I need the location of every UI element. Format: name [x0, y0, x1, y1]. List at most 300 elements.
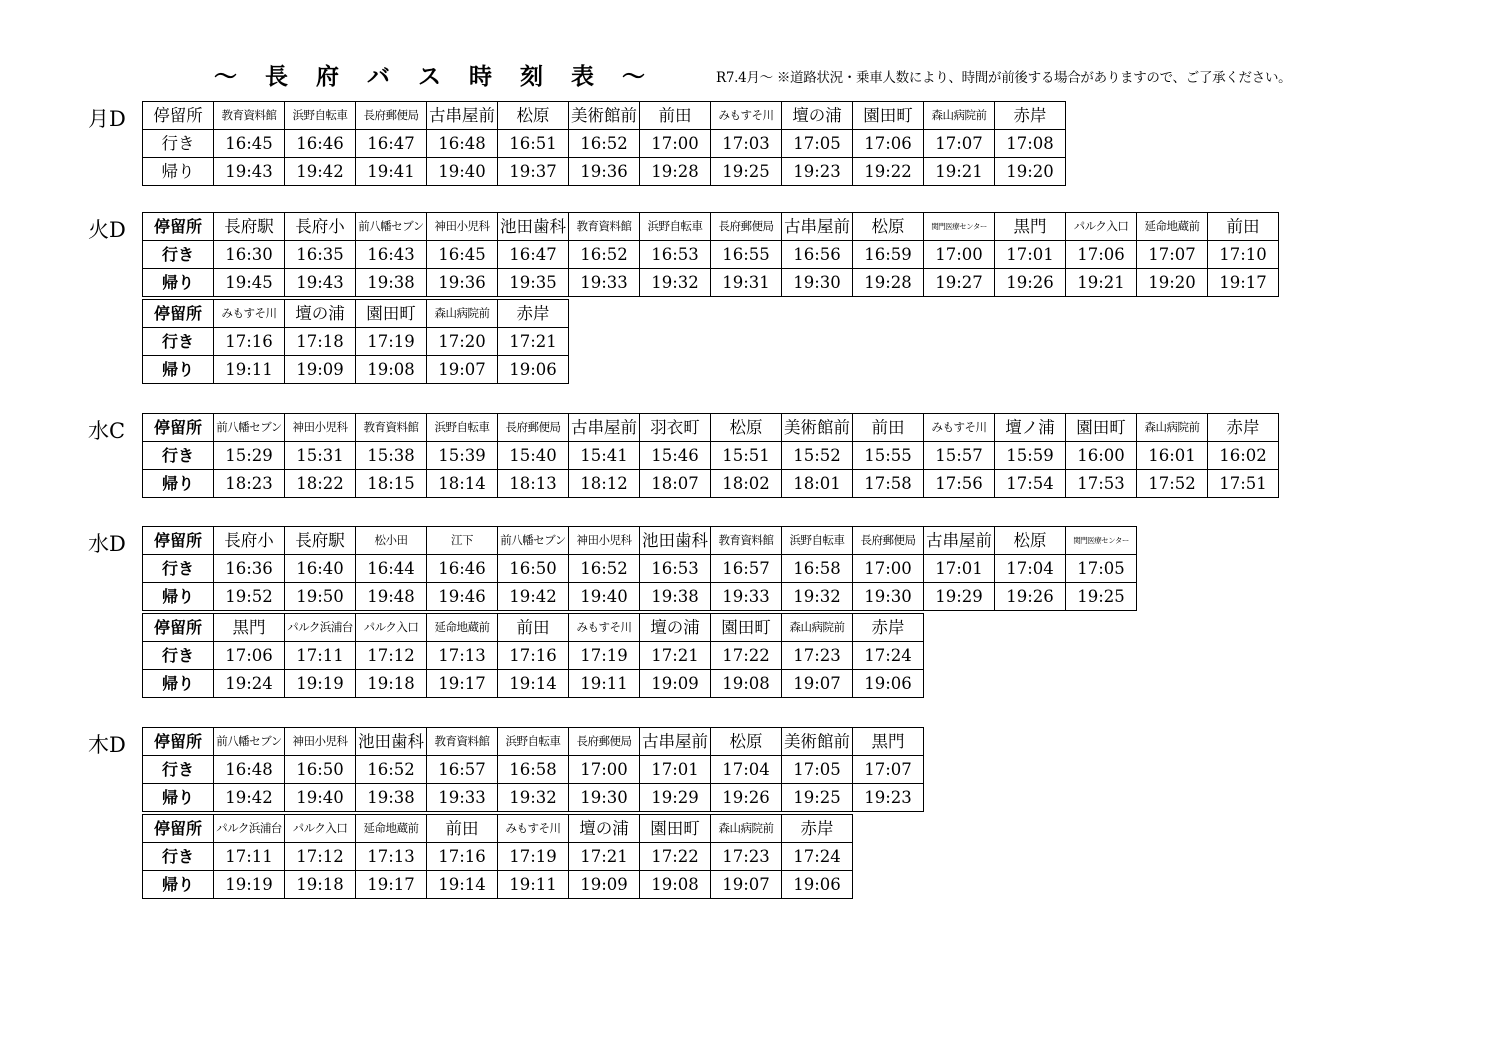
stops-row-header: 停留所	[143, 527, 214, 555]
return-time-cell: 19:43	[214, 158, 285, 186]
outbound-time-cell: 16:36	[214, 555, 285, 583]
return-time-cell: 19:14	[427, 871, 498, 899]
return-time-cell: 19:07	[427, 356, 498, 384]
outbound-time-cell: 16:44	[356, 555, 427, 583]
return-row	[143, 158, 1066, 186]
outbound-time-cell: 16:48	[214, 756, 285, 784]
outbound-time-cell: 17:16	[214, 328, 285, 356]
return-time-cell: 19:17	[356, 871, 427, 899]
return-time-cell: 19:36	[569, 158, 640, 186]
return-time-cell: 19:30	[853, 583, 924, 611]
return-time-cell: 19:38	[640, 583, 711, 611]
return-row	[143, 670, 924, 698]
stop-name-cell: 神田小児科	[285, 414, 356, 442]
stop-name-cell: 赤岸	[1208, 414, 1279, 442]
stop-name-cell: 池田歯科	[640, 527, 711, 555]
return-time-cell: 19:33	[711, 583, 782, 611]
outbound-time-cell: 16:30	[214, 241, 285, 269]
outbound-time-cell: 17:16	[498, 642, 569, 670]
outbound-time-cell: 17:00	[640, 130, 711, 158]
stop-name-cell: 長府郵便局	[356, 102, 427, 130]
outbound-time-cell: 16:00	[1066, 442, 1137, 470]
outbound-time-cell: 16:56	[782, 241, 853, 269]
stop-name-cell: 神田小児科	[427, 213, 498, 241]
outbound-time-cell: 17:12	[285, 843, 356, 871]
stop-name-cell: 神田小児科	[285, 728, 356, 756]
return-time-cell: 18:13	[498, 470, 569, 498]
stop-name-cell: 松原	[853, 213, 924, 241]
stop-name-cell: 前田	[498, 614, 569, 642]
stop-name-cell: 古串屋前	[427, 102, 498, 130]
return-time-cell: 19:38	[356, 269, 427, 297]
return-time-cell: 19:11	[214, 356, 285, 384]
return-time-cell: 19:09	[285, 356, 356, 384]
stop-name-cell: 壇の浦	[640, 614, 711, 642]
stops-row-header: 停留所	[143, 728, 214, 756]
return-time-cell: 19:38	[356, 784, 427, 812]
stop-name-cell: 教育資料館	[711, 527, 782, 555]
return-time-cell: 19:11	[569, 670, 640, 698]
stop-name-cell: 前八幡セブン	[214, 728, 285, 756]
stop-name-cell: 森山病院前	[924, 102, 995, 130]
stops-row-header: 停留所	[143, 815, 214, 843]
outbound-row-header: 行き	[143, 756, 214, 784]
outbound-time-cell: 17:16	[427, 843, 498, 871]
stop-name-cell: 黒門	[995, 213, 1066, 241]
route-label: 水C	[88, 419, 126, 443]
timetable-block	[142, 101, 1066, 186]
outbound-time-cell: 17:05	[1066, 555, 1137, 583]
stop-name-cell: 園田町	[356, 300, 427, 328]
timetable-block	[142, 413, 1279, 498]
outbound-row	[143, 442, 1279, 470]
return-time-cell: 19:52	[214, 583, 285, 611]
outbound-time-cell: 15:59	[995, 442, 1066, 470]
return-time-cell: 19:32	[498, 784, 569, 812]
stop-name-cell: 松原	[711, 728, 782, 756]
stops-row	[143, 527, 1137, 555]
stop-name-cell: 関門医療センター	[1066, 527, 1137, 555]
return-row	[143, 583, 1137, 611]
return-time-cell: 19:42	[285, 158, 356, 186]
timetable-block	[142, 526, 1137, 611]
page-title: ～ 長 府 バ ス 時 刻 表 ～	[214, 63, 656, 90]
return-time-cell: 19:28	[853, 269, 924, 297]
outbound-time-cell: 16:53	[640, 555, 711, 583]
stop-name-cell: 教育資料館	[214, 102, 285, 130]
outbound-time-cell: 17:23	[782, 642, 853, 670]
stop-name-cell: 赤岸	[995, 102, 1066, 130]
stop-name-cell: 長府郵便局	[711, 213, 782, 241]
stop-name-cell: 森山病院前	[427, 300, 498, 328]
outbound-time-cell: 17:19	[498, 843, 569, 871]
return-time-cell: 19:18	[285, 871, 356, 899]
outbound-time-cell: 16:52	[569, 241, 640, 269]
stops-row	[143, 815, 853, 843]
return-time-cell: 19:21	[1066, 269, 1137, 297]
outbound-time-cell: 17:13	[356, 843, 427, 871]
stop-name-cell: 延命地蔵前	[427, 614, 498, 642]
return-time-cell: 19:26	[995, 269, 1066, 297]
return-time-cell: 19:27	[924, 269, 995, 297]
stop-name-cell: みもすそ川	[569, 614, 640, 642]
stop-name-cell: 長府郵便局	[569, 728, 640, 756]
outbound-time-cell: 16:52	[356, 756, 427, 784]
return-time-cell: 17:54	[995, 470, 1066, 498]
outbound-row-header: 行き	[143, 328, 214, 356]
outbound-time-cell: 15:29	[214, 442, 285, 470]
return-time-cell: 19:06	[782, 871, 853, 899]
return-time-cell: 19:17	[427, 670, 498, 698]
stop-name-cell: 延命地蔵前	[1137, 213, 1208, 241]
outbound-time-cell: 16:57	[427, 756, 498, 784]
outbound-row	[143, 241, 1279, 269]
outbound-time-cell: 17:11	[285, 642, 356, 670]
route-label: 火D	[88, 218, 126, 242]
outbound-time-cell: 17:05	[782, 756, 853, 784]
return-time-cell: 19:06	[498, 356, 569, 384]
return-time-cell: 19:40	[285, 784, 356, 812]
stop-name-cell: 美術館前	[782, 728, 853, 756]
timetable-block	[142, 299, 569, 384]
stop-name-cell: 長府駅	[214, 213, 285, 241]
stop-name-cell: 古串屋前	[782, 213, 853, 241]
outbound-time-cell: 17:01	[995, 241, 1066, 269]
stop-name-cell: パルク浜浦台	[214, 815, 285, 843]
return-time-cell: 19:28	[640, 158, 711, 186]
stop-name-cell: 浜野自転車	[782, 527, 853, 555]
return-time-cell: 19:19	[214, 871, 285, 899]
stop-name-cell: 前田	[427, 815, 498, 843]
stops-row-header: 停留所	[143, 102, 214, 130]
outbound-time-cell: 17:07	[924, 130, 995, 158]
stop-name-cell: 古串屋前	[569, 414, 640, 442]
outbound-row	[143, 843, 853, 871]
stop-name-cell: 赤岸	[498, 300, 569, 328]
return-row-header: 帰り	[143, 784, 214, 812]
return-time-cell: 19:11	[498, 871, 569, 899]
stop-name-cell: 壇の浦	[569, 815, 640, 843]
return-time-cell: 19:20	[1137, 269, 1208, 297]
outbound-time-cell: 17:05	[782, 130, 853, 158]
outbound-row	[143, 642, 924, 670]
return-time-cell: 19:50	[285, 583, 356, 611]
return-time-cell: 19:23	[782, 158, 853, 186]
outbound-time-cell: 16:01	[1137, 442, 1208, 470]
return-time-cell: 18:12	[569, 470, 640, 498]
return-time-cell: 19:18	[356, 670, 427, 698]
return-time-cell: 19:46	[427, 583, 498, 611]
return-time-cell: 19:23	[853, 784, 924, 812]
outbound-row-header: 行き	[143, 843, 214, 871]
return-time-cell: 18:07	[640, 470, 711, 498]
stop-name-cell: 長府駅	[285, 527, 356, 555]
return-time-cell: 19:24	[214, 670, 285, 698]
outbound-time-cell: 16:46	[285, 130, 356, 158]
outbound-time-cell: 16:55	[711, 241, 782, 269]
outbound-time-cell: 17:24	[853, 642, 924, 670]
stop-name-cell: 園田町	[640, 815, 711, 843]
stop-name-cell: 浜野自転車	[427, 414, 498, 442]
outbound-time-cell: 17:21	[498, 328, 569, 356]
return-time-cell: 19:32	[782, 583, 853, 611]
outbound-time-cell: 17:00	[569, 756, 640, 784]
outbound-time-cell: 17:13	[427, 642, 498, 670]
return-row-header: 帰り	[143, 269, 214, 297]
timetable-block	[142, 814, 853, 899]
return-time-cell: 17:52	[1137, 470, 1208, 498]
return-time-cell: 19:40	[427, 158, 498, 186]
return-time-cell: 18:22	[285, 470, 356, 498]
stop-name-cell: 教育資料館	[356, 414, 427, 442]
stop-name-cell: 美術館前	[569, 102, 640, 130]
stop-name-cell: 関門医療センター	[924, 213, 995, 241]
outbound-time-cell: 17:19	[356, 328, 427, 356]
return-time-cell: 19:25	[782, 784, 853, 812]
outbound-row-header: 行き	[143, 241, 214, 269]
return-time-cell: 19:30	[782, 269, 853, 297]
outbound-time-cell: 17:22	[711, 642, 782, 670]
outbound-time-cell: 15:31	[285, 442, 356, 470]
outbound-time-cell: 17:06	[1066, 241, 1137, 269]
return-time-cell: 19:29	[640, 784, 711, 812]
outbound-row-header: 行き	[143, 130, 214, 158]
outbound-time-cell: 15:40	[498, 442, 569, 470]
outbound-row-header: 行き	[143, 642, 214, 670]
return-time-cell: 19:48	[356, 583, 427, 611]
stop-name-cell: 赤岸	[782, 815, 853, 843]
stop-name-cell: パルク入口	[285, 815, 356, 843]
outbound-time-cell: 17:21	[640, 642, 711, 670]
stop-name-cell: 美術館前	[782, 414, 853, 442]
outbound-time-cell: 16:47	[356, 130, 427, 158]
stop-name-cell: 長府郵便局	[853, 527, 924, 555]
return-time-cell: 19:19	[285, 670, 356, 698]
return-time-cell: 19:42	[214, 784, 285, 812]
stop-name-cell: 教育資料館	[427, 728, 498, 756]
outbound-time-cell: 15:39	[427, 442, 498, 470]
outbound-time-cell: 17:07	[1137, 241, 1208, 269]
stop-name-cell: パルク入口	[1066, 213, 1137, 241]
outbound-time-cell: 16:47	[498, 241, 569, 269]
stop-name-cell: 森山病院前	[1137, 414, 1208, 442]
return-time-cell: 19:31	[711, 269, 782, 297]
outbound-time-cell: 16:40	[285, 555, 356, 583]
outbound-row	[143, 130, 1066, 158]
outbound-time-cell: 16:43	[356, 241, 427, 269]
return-time-cell: 18:15	[356, 470, 427, 498]
stops-row	[143, 728, 924, 756]
outbound-row	[143, 756, 924, 784]
return-time-cell: 19:25	[1066, 583, 1137, 611]
stop-name-cell: 前田	[640, 102, 711, 130]
outbound-time-cell: 16:53	[640, 241, 711, 269]
return-time-cell: 19:08	[356, 356, 427, 384]
outbound-time-cell: 17:00	[853, 555, 924, 583]
return-time-cell: 19:25	[711, 158, 782, 186]
route-label: 月D	[88, 107, 126, 131]
outbound-time-cell: 17:11	[214, 843, 285, 871]
outbound-time-cell: 15:41	[569, 442, 640, 470]
outbound-time-cell: 16:46	[427, 555, 498, 583]
outbound-time-cell: 17:01	[924, 555, 995, 583]
return-time-cell: 19:30	[569, 784, 640, 812]
stop-name-cell: みもすそ川	[711, 102, 782, 130]
return-time-cell: 19:07	[711, 871, 782, 899]
outbound-time-cell: 17:22	[640, 843, 711, 871]
stop-name-cell: 浜野自転車	[285, 102, 356, 130]
return-row-header: 帰り	[143, 871, 214, 899]
stop-name-cell: 長府小	[285, 213, 356, 241]
return-time-cell: 19:08	[711, 670, 782, 698]
stop-name-cell: 長府小	[214, 527, 285, 555]
return-row	[143, 356, 569, 384]
outbound-time-cell: 17:08	[995, 130, 1066, 158]
return-time-cell: 19:29	[924, 583, 995, 611]
return-time-cell: 19:14	[498, 670, 569, 698]
stop-name-cell: 黒門	[214, 614, 285, 642]
stop-name-cell: 前田	[1208, 213, 1279, 241]
return-time-cell: 19:17	[1208, 269, 1279, 297]
return-time-cell: 19:20	[995, 158, 1066, 186]
outbound-time-cell: 15:38	[356, 442, 427, 470]
outbound-time-cell: 16:35	[285, 241, 356, 269]
stop-name-cell: 松原	[995, 527, 1066, 555]
return-row-header: 帰り	[143, 470, 214, 498]
stop-name-cell: 前八幡セブン	[356, 213, 427, 241]
timetable-block	[142, 727, 924, 812]
return-time-cell: 19:26	[995, 583, 1066, 611]
return-time-cell: 19:33	[427, 784, 498, 812]
stop-name-cell: 松原	[711, 414, 782, 442]
outbound-row-header: 行き	[143, 555, 214, 583]
stop-name-cell: 壇ノ浦	[995, 414, 1066, 442]
notice-text: R7.4月～ ※道路状況・乗車人数により、時間が前後する場合がありますので、ご了承ください。	[716, 70, 1292, 86]
stops-row	[143, 300, 569, 328]
stops-row	[143, 414, 1279, 442]
return-time-cell: 18:01	[782, 470, 853, 498]
return-time-cell: 17:51	[1208, 470, 1279, 498]
outbound-time-cell: 17:03	[711, 130, 782, 158]
route-label: 水D	[88, 532, 126, 556]
return-row	[143, 871, 853, 899]
outbound-time-cell: 17:18	[285, 328, 356, 356]
stop-name-cell: 神田小児科	[569, 527, 640, 555]
route-label: 木D	[88, 733, 126, 757]
outbound-time-cell: 15:55	[853, 442, 924, 470]
stop-name-cell: 池田歯科	[356, 728, 427, 756]
outbound-time-cell: 16:45	[427, 241, 498, 269]
stop-name-cell: パルク入口	[356, 614, 427, 642]
outbound-time-cell: 16:48	[427, 130, 498, 158]
stops-row-header: 停留所	[143, 414, 214, 442]
stop-name-cell: 園田町	[853, 102, 924, 130]
outbound-time-cell: 17:19	[569, 642, 640, 670]
stop-name-cell: 池田歯科	[498, 213, 569, 241]
return-row	[143, 470, 1279, 498]
outbound-time-cell: 16:50	[285, 756, 356, 784]
return-time-cell: 19:41	[356, 158, 427, 186]
return-time-cell: 17:56	[924, 470, 995, 498]
timetable-block	[142, 613, 924, 698]
stop-name-cell: 壇の浦	[285, 300, 356, 328]
return-time-cell: 19:36	[427, 269, 498, 297]
return-row	[143, 784, 924, 812]
return-time-cell: 19:37	[498, 158, 569, 186]
stop-name-cell: 森山病院前	[782, 614, 853, 642]
timetable-block	[142, 212, 1279, 297]
stop-name-cell: 浜野自転車	[640, 213, 711, 241]
return-row-header: 帰り	[143, 356, 214, 384]
outbound-time-cell: 16:50	[498, 555, 569, 583]
stop-name-cell: 松小田	[356, 527, 427, 555]
return-row-header: 帰り	[143, 583, 214, 611]
return-time-cell: 19:40	[569, 583, 640, 611]
stops-row	[143, 213, 1279, 241]
outbound-time-cell: 16:51	[498, 130, 569, 158]
return-time-cell: 19:07	[782, 670, 853, 698]
outbound-row-header: 行き	[143, 442, 214, 470]
return-time-cell: 17:53	[1066, 470, 1137, 498]
outbound-time-cell: 16:58	[498, 756, 569, 784]
outbound-time-cell: 17:24	[782, 843, 853, 871]
stop-name-cell: 前田	[853, 414, 924, 442]
stop-name-cell: 古串屋前	[924, 527, 995, 555]
return-time-cell: 17:58	[853, 470, 924, 498]
return-time-cell: 19:08	[640, 871, 711, 899]
stop-name-cell: 浜野自転車	[498, 728, 569, 756]
return-time-cell: 19:35	[498, 269, 569, 297]
outbound-time-cell: 16:52	[569, 130, 640, 158]
return-time-cell: 19:22	[853, 158, 924, 186]
stop-name-cell: 長府郵便局	[498, 414, 569, 442]
return-row-header: 帰り	[143, 158, 214, 186]
stops-row-header: 停留所	[143, 213, 214, 241]
return-time-cell: 19:21	[924, 158, 995, 186]
return-time-cell: 19:09	[640, 670, 711, 698]
stop-name-cell: 教育資料館	[569, 213, 640, 241]
outbound-time-cell: 15:57	[924, 442, 995, 470]
return-time-cell: 19:45	[214, 269, 285, 297]
outbound-time-cell: 17:04	[711, 756, 782, 784]
outbound-row	[143, 555, 1137, 583]
outbound-time-cell: 16:58	[782, 555, 853, 583]
outbound-time-cell: 17:06	[853, 130, 924, 158]
stop-name-cell: 松原	[498, 102, 569, 130]
return-time-cell: 19:06	[853, 670, 924, 698]
outbound-time-cell: 17:00	[924, 241, 995, 269]
return-time-cell: 19:42	[498, 583, 569, 611]
outbound-time-cell: 17:01	[640, 756, 711, 784]
stop-name-cell: 園田町	[711, 614, 782, 642]
outbound-row	[143, 328, 569, 356]
outbound-time-cell: 17:06	[214, 642, 285, 670]
outbound-time-cell: 16:02	[1208, 442, 1279, 470]
return-time-cell: 19:33	[569, 269, 640, 297]
outbound-time-cell: 17:07	[853, 756, 924, 784]
stop-name-cell: 赤岸	[853, 614, 924, 642]
outbound-time-cell: 16:52	[569, 555, 640, 583]
outbound-time-cell: 17:20	[427, 328, 498, 356]
outbound-time-cell: 17:23	[711, 843, 782, 871]
stops-row-header: 停留所	[143, 300, 214, 328]
stops-row-header: 停留所	[143, 614, 214, 642]
stop-name-cell: みもすそ川	[498, 815, 569, 843]
outbound-time-cell: 15:52	[782, 442, 853, 470]
outbound-time-cell: 15:46	[640, 442, 711, 470]
stop-name-cell: 羽衣町	[640, 414, 711, 442]
stop-name-cell: みもすそ川	[214, 300, 285, 328]
